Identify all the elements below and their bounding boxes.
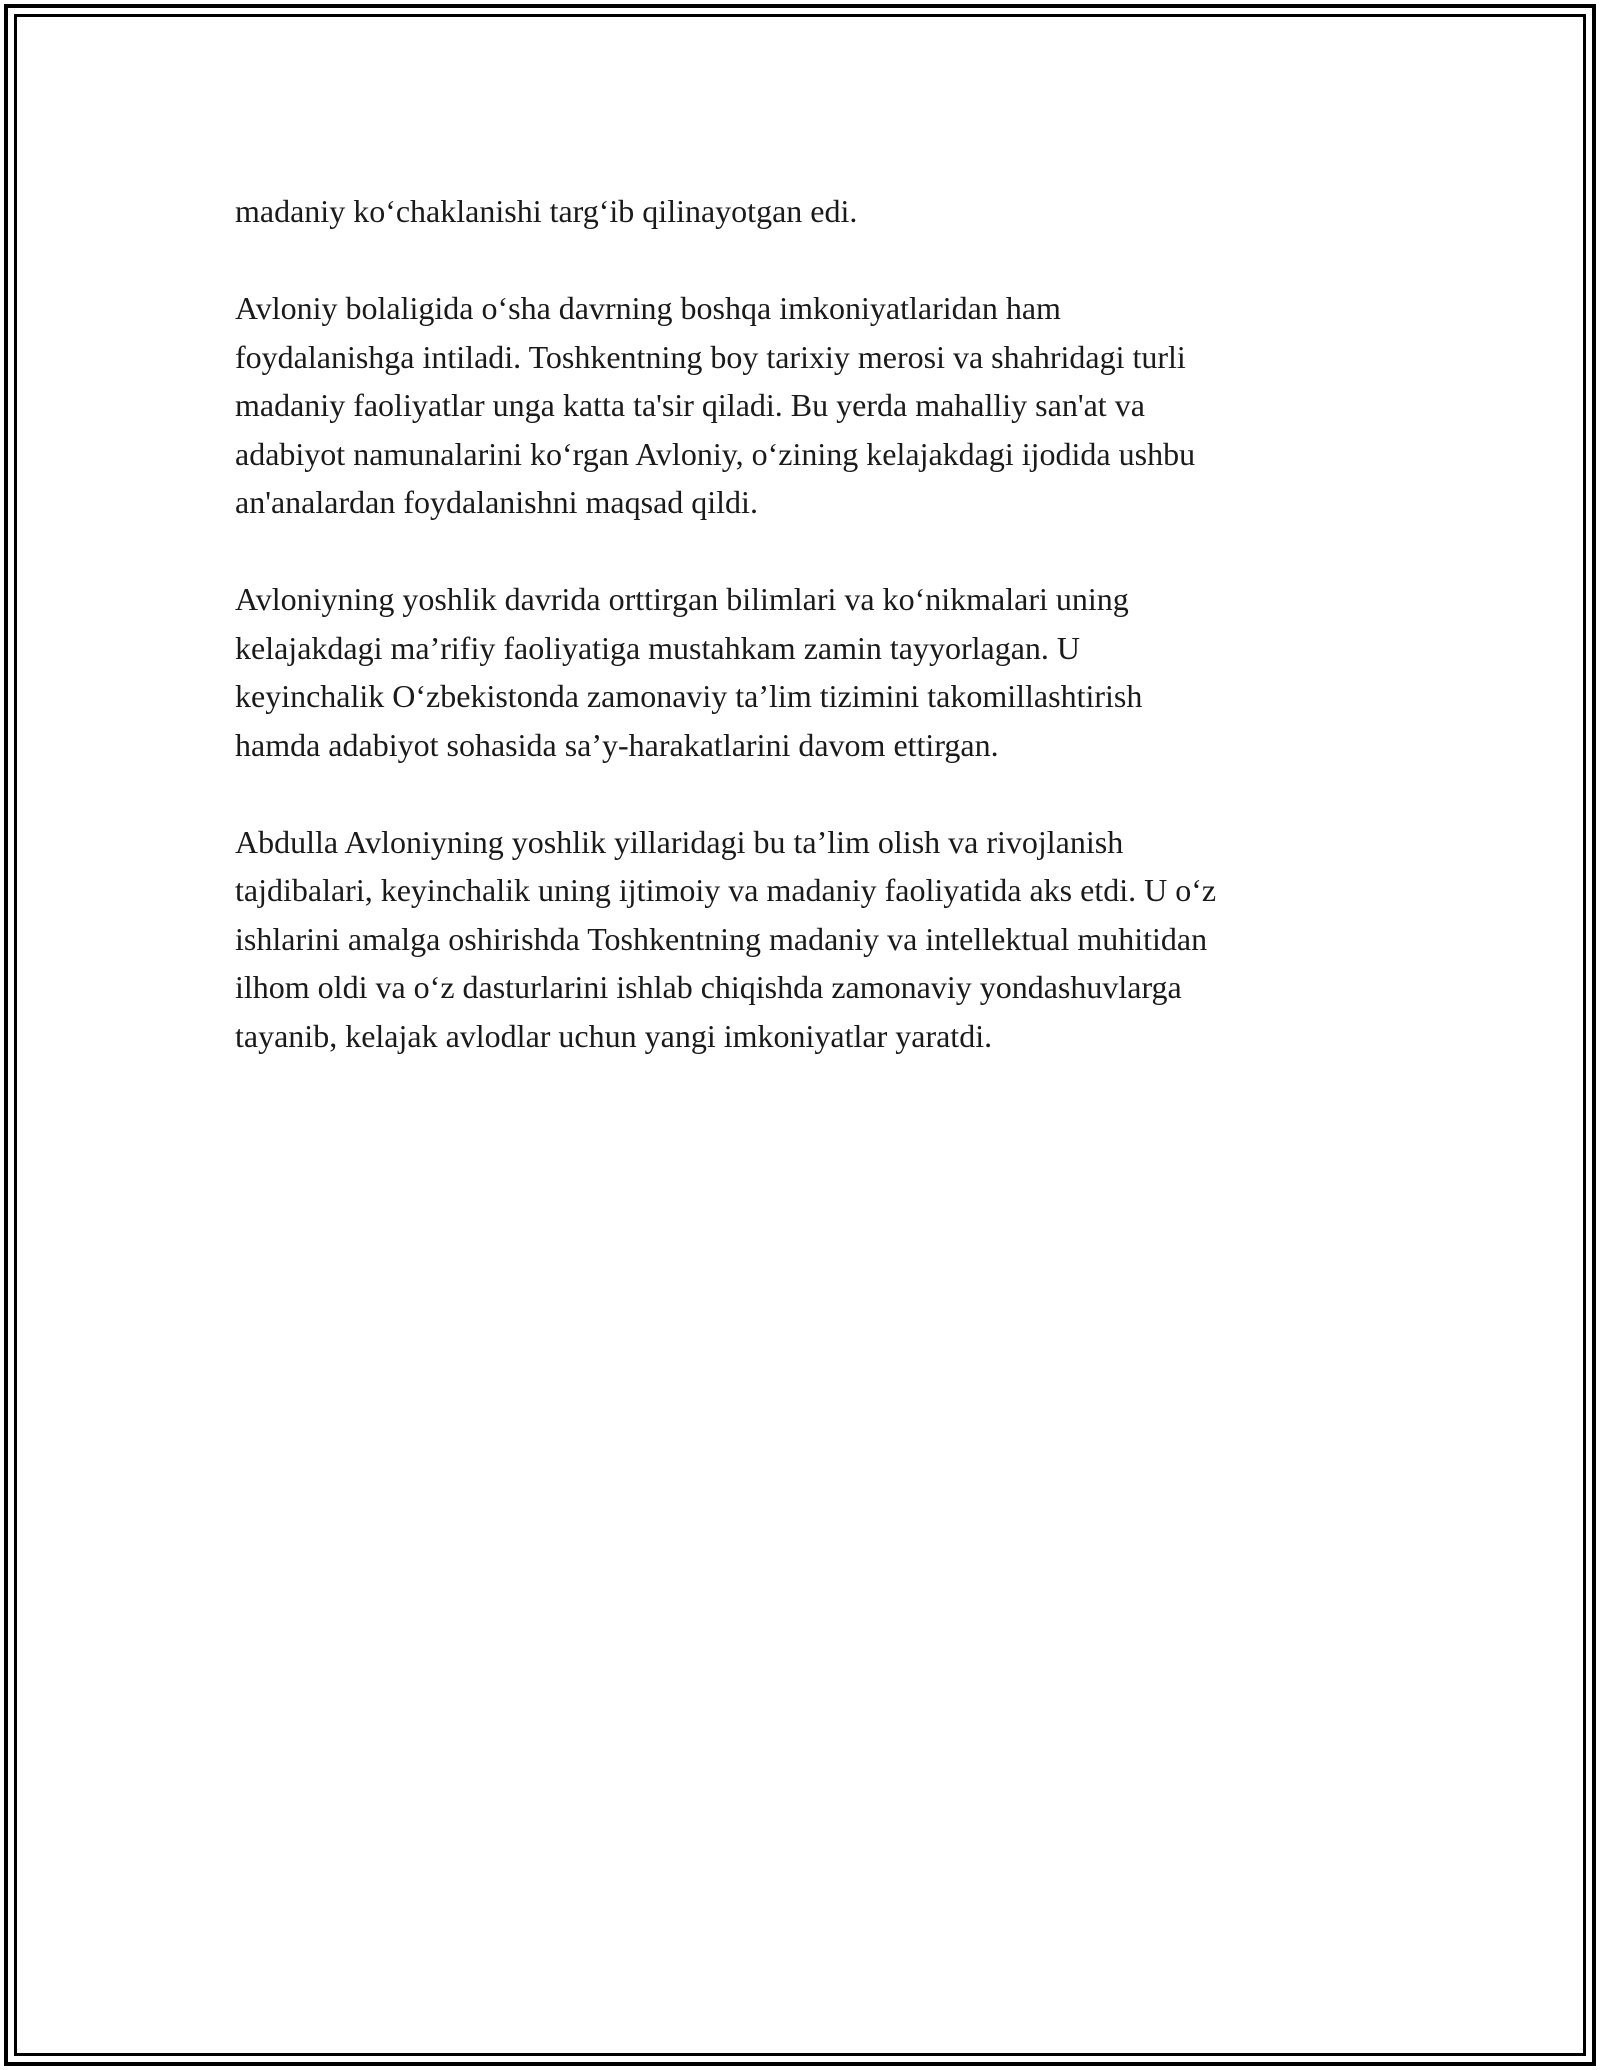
paragraph: Abdulla Avloniyning yoshlik yillaridagi bu ta’lim olish va rivojlanish tajdibalari, keyinchalik uning ijtimoiy va madaniy faoliyatida aks etdi. U o‘z ishlarini amalga oshirishda Toshkentning madaniy va intellektual muhitidan ilhom oldi va o‘z dasturlarini ishlab chiqishda zamonaviy yondashuvlarga tayanib, kelajak avlodlar uchun yangi imkoniyatlar yaratdi.	[235, 823, 1217, 1054]
paragraph: Avloniy bolaligida o‘sha davrning boshqa imkoniyatlaridan ham foydalanishga intiladi. Toshkentning boy tarixiy merosi va shahridagi turli madaniy faoliyatlar unga katta ta'sir qiladi. Bu yerda mahalliy san'at va adabiyot namunalarini ko‘rgan Avloniy, o‘zining kelajakdagi ijodida ushbu an'analardan foydalanishni maqsad qildi.	[235, 290, 1196, 520]
paragraph: Avloniyning yoshlik davrida orttirgan bilimlari va ko‘nikmalari uning kelajakdagi ma’rifiy faoliyatiga mustahkam zamin tayyorlagan. U keyinchalik O‘zbekistonda zamonaviy ta’lim tizimini takomillashtirish hamda adabiyot sohasida sa’y-harakatlarini davom ettirgan.	[235, 581, 1143, 763]
document-body	[235, 187, 1375, 1109]
paragraph: madaniy ko‘chaklanishi targ‘ib qilinayotgan edi.	[235, 193, 858, 229]
